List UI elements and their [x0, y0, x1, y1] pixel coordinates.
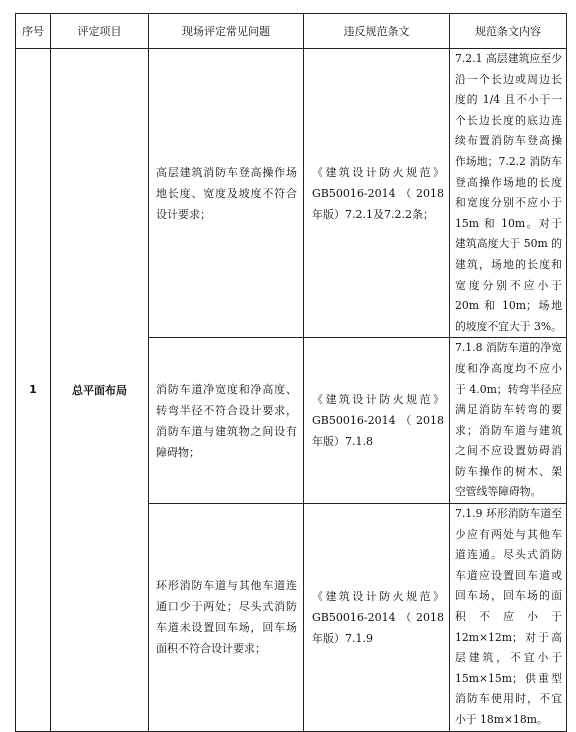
header-item: 评定项目	[51, 14, 149, 49]
issue-cell: 环形消防车道与其他车道连通口少于两处；尽头式消防车道未设置回车场，回车场面积不符合设计要求；	[149, 504, 304, 732]
header-clause: 违反规范条文	[304, 14, 450, 49]
header-issue: 现场评定常见问题	[149, 14, 304, 49]
seq-number: 1	[16, 49, 51, 732]
header-content: 规范条文内容	[450, 14, 567, 49]
content-cell: 7.1.8 消防车道的净宽度和净高度均不应小于 4.0m；转弯半径应满足消防车转弯的要求；消防车道与建筑之间不应设置妨碍消防车操作的树木、架空管线等障碍物。	[450, 338, 567, 504]
content-cell: 7.1.9 环形消防车道至少应有两处与其他车道连通。尽头式消防车道应设置回车道或回车场，回车场的面积不应小于 12m×12m；对于高层建筑，不宜小于 15m×15m；供重型消防车使用时，不宜小于 18m×18m。	[450, 504, 567, 732]
issue-cell: 消防车道净宽度和净高度、转弯半径不符合设计要求，消防车道与建筑物之间设有障碍物；	[149, 338, 304, 504]
table-header-row	[16, 14, 567, 49]
table-row	[16, 49, 567, 338]
clause-cell: 《建筑设计防火规范》GB50016-2014（2018年版）7.1.9	[304, 504, 450, 732]
issue-cell: 高层建筑消防车登高操作场地长度、宽度及坡度不符合设计要求；	[149, 49, 304, 338]
content-cell: 7.2.1 高层建筑应至少沿一个长边或周边长度的 1/4 且不小于一个长边长度的底边连续布置消防车登高操作场地；7.2.2 消防车登高操作场地的长度和宽度分别不应小于 15m 和 10m。对于建筑高度大于 50m 的建筑，场地的长度和宽度分别不应小于 20m 和 10m；场地的坡度不宜大于 3%。	[450, 49, 567, 338]
header-seq: 序号	[16, 14, 51, 49]
evaluation-item: 总平面布局	[51, 49, 149, 732]
clause-cell: 《建筑设计防火规范》GB50016-2014（2018年版）7.2.1及7.2.2条；	[304, 49, 450, 338]
clause-cell: 《建筑设计防火规范》GB50016-2014（2018年版）7.1.8	[304, 338, 450, 504]
